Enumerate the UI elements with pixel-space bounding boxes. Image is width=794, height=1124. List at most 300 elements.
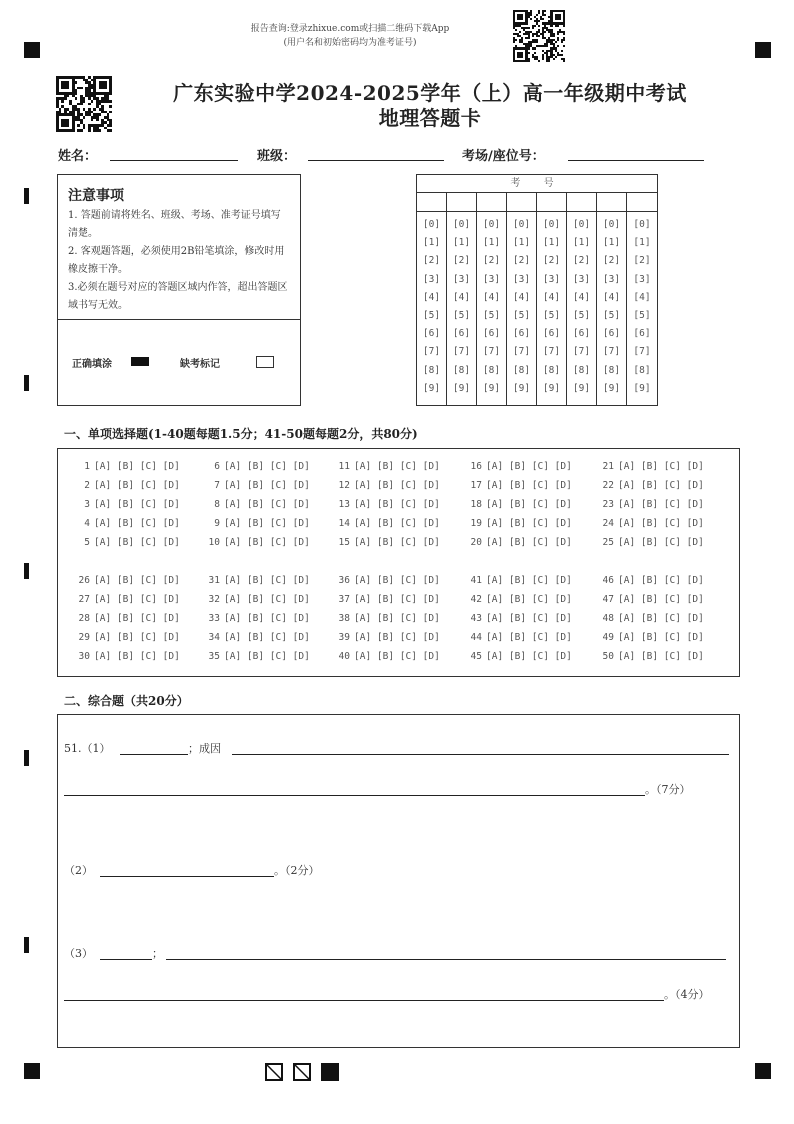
exam-digit-bubble[interactable]: [9] [482,382,501,394]
mc-question-1 [72,461,180,472]
exam-digit-bubble[interactable]: [1] [482,237,501,249]
mc-option-bubbles[interactable]: [A] [B] [C] [D] [486,632,572,643]
mc-question-number: 35 [208,651,220,662]
exam-digit-bubble[interactable]: [1] [572,237,591,249]
exam-digit-bubble[interactable]: [0] [452,219,471,230]
mc-question-number: 25 [602,537,614,548]
mc-option-bubbles[interactable]: [A] [B] [C] [D] [618,480,704,491]
mc-question-number: 39 [338,632,350,643]
mc-question-number: 46 [602,575,614,586]
exam-digit-bubble[interactable]: [2] [572,255,591,267]
mc-option-bubbles[interactable]: [A] [B] [C] [D] [94,594,180,605]
side-mark [24,750,29,766]
mc-question-46 [596,575,704,586]
exam-digit-bubble[interactable]: [4] [482,291,501,303]
corner-mark-top-left [24,42,40,58]
mc-question-2 [72,480,180,491]
exam-digit-bubble[interactable]: [3] [542,273,561,285]
page-code-box-2 [293,1063,311,1081]
exam-digit-bubble[interactable]: [6] [482,328,501,340]
mc-question-number: 49 [602,632,614,643]
exam-digit-bubble[interactable]: [2] [422,255,441,267]
mc-option-bubbles[interactable]: [A] [B] [C] [D] [486,575,572,586]
exam-digit-bubble[interactable]: [8] [572,364,591,376]
mc-question-number: 10 [208,537,220,548]
exam-digit-bubble[interactable]: [3] [482,273,501,285]
mc-option-bubbles[interactable]: [A] [B] [C] [D] [618,461,704,472]
exam-digit-bubble[interactable]: [1] [602,237,621,249]
mc-question-32 [202,594,310,605]
mc-option-bubbles[interactable]: [A] [B] [C] [D] [94,480,180,491]
mc-question-41 [464,575,572,586]
mc-option-bubbles[interactable]: [A] [B] [C] [D] [224,575,310,586]
exam-digit-bubble[interactable]: [8] [633,364,651,376]
mc-question-number: 20 [470,537,482,548]
notes-divider [58,319,300,320]
mc-question-17 [464,480,572,491]
exam-digit-bubble[interactable]: [0] [512,219,531,230]
exam-number-write-cells [416,192,658,212]
mc-option-bubbles[interactable]: [A] [B] [C] [D] [94,613,180,624]
mc-question-number: 9 [214,518,220,529]
exam-digit-bubble[interactable]: [8] [542,364,561,376]
exam-digit-bubble[interactable]: [5] [422,310,441,322]
mc-question-number: 16 [470,461,482,472]
comprehensive-answer-box [57,714,740,1048]
mc-question-number: 24 [602,518,614,529]
exam-digit-bubble[interactable]: [7] [512,346,531,358]
exam-digit-bubble[interactable]: [7] [572,346,591,358]
mc-option-bubbles[interactable]: [A] [B] [C] [D] [94,575,180,586]
page-code-box-1 [265,1063,283,1081]
note-item-2: 2. 客观题答题，必须使用2B铅笔填涂，修改时用橡皮擦干净。 [68,246,285,275]
mc-question-number: 5 [84,537,90,548]
q51-part1-answer[interactable] [120,754,188,755]
mc-option-bubbles[interactable]: [A] [B] [C] [D] [618,632,704,643]
mc-question-number: 50 [602,651,614,662]
q51-cause-label: ；成因 [188,742,221,755]
mc-question-number: 38 [338,613,350,624]
q51-part3-answer-b-line2[interactable] [64,1000,664,1001]
correct-fill-sample [131,357,149,366]
exam-digit-bubble[interactable]: [7] [542,346,561,358]
exam-digit-bubble[interactable]: [9] [572,382,591,394]
exam-digit-bubble[interactable]: [7] [482,346,501,358]
mc-question-number: 21 [602,461,614,472]
mc-question-number: 26 [78,575,90,586]
q51-part1-label: 51.（1） [64,742,111,755]
exam-digit-bubble[interactable]: [8] [602,364,621,376]
mc-option-bubbles[interactable]: [A] [B] [C] [D] [94,537,180,548]
mc-option-bubbles[interactable]: [A] [B] [C] [D] [486,651,572,662]
mc-question-number: 34 [208,632,220,643]
mc-question-20 [464,537,572,548]
exam-digit-bubble[interactable]: [4] [542,291,561,303]
exam-digit-bubble[interactable]: [0] [633,219,651,230]
mc-question-4 [72,518,180,529]
mc-question-49 [596,632,704,643]
mc-question-number: 23 [602,499,614,510]
notes-box [57,174,301,406]
exam-digit-bubble[interactable]: [6] [602,328,621,340]
mc-question-45 [464,651,572,662]
mc-option-bubbles[interactable]: [A] [B] [C] [D] [224,499,310,510]
corner-mark-bottom-right [755,1063,771,1079]
side-mark [24,188,29,204]
mc-question-36 [332,575,440,586]
exam-digit-cell[interactable] [417,193,447,211]
exam-digit-bubble[interactable]: [5] [602,310,621,322]
mc-option-bubbles[interactable]: [A] [B] [C] [D] [354,651,440,662]
exam-digit-bubble[interactable]: [6] [572,328,591,340]
exam-digit-bubble[interactable]: [5] [542,310,561,322]
mc-question-number: 36 [338,575,350,586]
exam-digit-column [627,212,657,405]
mc-question-number: 7 [214,480,220,491]
exam-digit-bubble[interactable]: [4] [602,291,621,303]
mc-question-35 [202,651,310,662]
mc-option-bubbles[interactable]: [A] [B] [C] [D] [224,594,310,605]
report-query-line1: 报告查询:登录zhixue.com或扫描二维码下载App [250,24,450,34]
mc-option-bubbles[interactable]: [A] [B] [C] [D] [354,537,440,548]
mc-question-10 [202,537,310,548]
exam-digit-bubble[interactable]: [1] [512,237,531,249]
room-seat-label: 考场/座位号： [462,149,545,164]
exam-digit-bubble[interactable]: [9] [422,382,441,394]
mc-question-number: 33 [208,613,220,624]
mc-option-bubbles[interactable]: [A] [B] [C] [D] [354,480,440,491]
mc-question-33 [202,613,310,624]
mc-question-number: 19 [470,518,482,529]
exam-number-bubbles [416,212,658,406]
absent-mark-label: 缺考标记 [180,359,220,370]
mc-question-number: 28 [78,613,90,624]
mc-question-42 [464,594,572,605]
side-mark [24,375,29,391]
room-seat-field[interactable] [568,160,704,161]
mc-question-29 [72,632,180,643]
mc-question-48 [596,613,704,624]
mc-question-39 [332,632,440,643]
exam-digit-bubble[interactable]: [8] [482,364,501,376]
corner-mark-bottom-left [24,1063,40,1079]
exam-digit-bubble[interactable]: [1] [633,237,651,249]
exam-digit-bubble[interactable]: [2] [542,255,561,267]
mc-option-bubbles[interactable]: [A] [B] [C] [D] [486,594,572,605]
subject-title: 地理答题卡 [378,106,482,130]
q51-part2-label: （2） [64,864,93,877]
mc-option-bubbles[interactable]: [A] [B] [C] [D] [354,518,440,529]
mc-question-43 [464,613,572,624]
absent-mark-box[interactable] [256,356,274,368]
name-field[interactable] [110,160,238,161]
mc-question-21 [596,461,704,472]
exam-digit-cell[interactable] [567,193,597,211]
exam-digit-bubble[interactable]: [5] [633,310,651,322]
mc-question-number: 1 [84,461,90,472]
class-label: 班级： [257,149,297,164]
name-label: 姓名： [58,149,98,164]
exam-digit-bubble[interactable]: [6] [512,328,531,340]
exam-digit-bubble[interactable]: [2] [452,255,471,267]
report-query-line2: (用户名和初始密码均为准考证号) [283,38,417,48]
mc-question-number: 31 [208,575,220,586]
mc-question-3 [72,499,180,510]
mc-option-bubbles[interactable]: [A] [B] [C] [D] [354,461,440,472]
exam-digit-bubble[interactable]: [0] [602,219,621,230]
exam-number-header: 考 号 [416,174,658,192]
mc-option-bubbles[interactable]: [A] [B] [C] [D] [354,632,440,643]
correct-fill-label: 正确填涂 [72,359,112,370]
exam-digit-bubble[interactable]: [7] [633,346,651,358]
mc-question-number: 13 [338,499,350,510]
mc-option-bubbles[interactable]: [A] [B] [C] [D] [354,594,440,605]
notes-title: 注意事项 [68,188,124,204]
exam-digit-column [417,212,447,405]
exam-digit-bubble[interactable]: [4] [512,291,531,303]
exam-digit-cell[interactable] [627,193,657,211]
corner-mark-top-right [755,42,771,58]
mc-option-bubbles[interactable]: [A] [B] [C] [D] [486,518,572,529]
exam-digit-bubble[interactable]: [1] [422,237,441,249]
exam-digit-cell[interactable] [597,193,627,211]
mc-option-bubbles[interactable]: [A] [B] [C] [D] [618,575,704,586]
mc-question-47 [596,594,704,605]
exam-digit-column [447,212,477,405]
exam-digit-bubble[interactable]: [6] [452,328,471,340]
mc-question-number: 30 [78,651,90,662]
mc-option-bubbles[interactable]: [A] [B] [C] [D] [354,499,440,510]
mc-question-number: 2 [84,480,90,491]
exam-digit-cell[interactable] [477,193,507,211]
mc-option-bubbles[interactable]: [A] [B] [C] [D] [224,613,310,624]
mc-question-38 [332,613,440,624]
mc-option-bubbles[interactable]: [A] [B] [C] [D] [94,518,180,529]
multiple-choice-box [57,448,740,677]
exam-digit-bubble[interactable]: [5] [512,310,531,322]
mc-option-bubbles[interactable]: [A] [B] [C] [D] [618,613,704,624]
mc-question-number: 8 [214,499,220,510]
mc-question-26 [72,575,180,586]
mc-question-31 [202,575,310,586]
qr-code-top [513,10,565,62]
mc-question-18 [464,499,572,510]
mc-question-34 [202,632,310,643]
mc-question-15 [332,537,440,548]
mc-question-40 [332,651,440,662]
q51-part3-label: （3） [64,947,93,960]
q51-cause-answer-line1[interactable] [232,754,729,755]
mc-question-28 [72,613,180,624]
notes-text [68,207,290,315]
mc-question-22 [596,480,704,491]
exam-digit-bubble[interactable]: [5] [452,310,471,322]
mc-option-bubbles[interactable]: [A] [B] [C] [D] [94,632,180,643]
mc-question-9 [202,518,310,529]
q51-part2-score: 。（2分） [274,864,320,877]
mc-question-8 [202,499,310,510]
q51-part1-score: 。（7分） [645,783,691,796]
mc-question-50 [596,651,704,662]
exam-digit-bubble[interactable]: [8] [452,364,471,376]
mc-question-44 [464,632,572,643]
exam-digit-bubble[interactable]: [4] [452,291,471,303]
mc-question-number: 32 [208,594,220,605]
exam-digit-bubble[interactable]: [7] [602,346,621,358]
mc-question-number: 44 [470,632,482,643]
mc-question-37 [332,594,440,605]
exam-digit-bubble[interactable]: [5] [572,310,591,322]
exam-digit-cell[interactable] [447,193,477,211]
exam-digit-bubble[interactable]: [1] [452,237,471,249]
exam-digit-bubble[interactable]: [9] [633,382,651,394]
exam-digit-bubble[interactable]: [7] [452,346,471,358]
mc-option-bubbles[interactable]: [A] [B] [C] [D] [618,537,704,548]
exam-digit-column [507,212,537,405]
exam-digit-bubble[interactable]: [3] [512,273,531,285]
mc-question-23 [596,499,704,510]
mc-question-24 [596,518,704,529]
mc-question-12 [332,480,440,491]
exam-digit-bubble[interactable]: [9] [542,382,561,394]
mc-option-bubbles[interactable]: [A] [B] [C] [D] [94,461,180,472]
exam-digit-bubble[interactable]: [0] [482,219,501,230]
mc-question-number: 47 [602,594,614,605]
exam-digit-bubble[interactable]: [3] [633,273,651,285]
exam-digit-bubble[interactable]: [3] [572,273,591,285]
mc-question-number: 14 [338,518,350,529]
mc-question-number: 48 [602,613,614,624]
q51-part3-score: 。（4分） [664,988,710,1001]
exam-digit-bubble[interactable]: [9] [512,382,531,394]
mc-option-bubbles[interactable]: [A] [B] [C] [D] [354,575,440,586]
qr-code-left [56,76,112,132]
exam-digit-bubble[interactable]: [8] [422,364,441,376]
exam-digit-bubble[interactable]: [6] [633,328,651,340]
exam-digit-bubble[interactable]: [3] [452,273,471,285]
q51-cause-answer-line2[interactable] [64,795,645,796]
exam-digit-bubble[interactable]: [3] [602,273,621,285]
mc-question-19 [464,518,572,529]
mc-option-bubbles[interactable]: [A] [B] [C] [D] [224,480,310,491]
note-item-3: 3.必须在题号对应的答题区域内作答，超出答题区域书写无效。 [68,282,288,311]
report-query-note [200,22,500,50]
mc-question-27 [72,594,180,605]
section1-title: 一、单项选择题(1-40题每题1.5分；41-50题每题2分，共80分) [64,427,418,441]
mc-question-number: 6 [214,461,220,472]
side-mark [24,937,29,953]
q51-part3-answer-a[interactable] [100,959,152,960]
exam-digit-bubble[interactable]: [7] [422,346,441,358]
mc-question-number: 37 [338,594,350,605]
mc-option-bubbles[interactable]: [A] [B] [C] [D] [486,613,572,624]
exam-digit-bubble[interactable]: [3] [422,273,441,285]
class-field[interactable] [308,160,444,161]
mc-question-number: 29 [78,632,90,643]
exam-digit-bubble[interactable]: [6] [542,328,561,340]
mc-question-number: 42 [470,594,482,605]
exam-digit-bubble[interactable]: [0] [572,219,591,230]
mc-question-number: 17 [470,480,482,491]
mc-option-bubbles[interactable]: [A] [B] [C] [D] [486,537,572,548]
exam-digit-bubble[interactable]: [4] [422,291,441,303]
exam-digit-column [567,212,597,405]
mc-option-bubbles[interactable]: [A] [B] [C] [D] [224,461,310,472]
exam-number-grid [416,174,658,406]
mc-option-bubbles[interactable]: [A] [B] [C] [D] [94,499,180,510]
mc-question-25 [596,537,704,548]
mc-option-bubbles[interactable]: [A] [B] [C] [D] [94,651,180,662]
exam-digit-bubble[interactable]: [9] [602,382,621,394]
mc-question-number: 4 [84,518,90,529]
exam-digit-cell[interactable] [537,193,567,211]
page-code-box-filled [321,1063,339,1081]
side-mark [24,563,29,579]
mc-question-11 [332,461,440,472]
mc-option-bubbles[interactable]: [A] [B] [C] [D] [618,499,704,510]
q51-part2-answer[interactable] [100,876,274,877]
exam-digit-bubble[interactable]: [8] [512,364,531,376]
exam-digit-bubble[interactable]: [2] [633,255,651,267]
mc-option-bubbles[interactable]: [A] [B] [C] [D] [486,461,572,472]
mc-option-bubbles[interactable]: [A] [B] [C] [D] [618,518,704,529]
mc-option-bubbles[interactable]: [A] [B] [C] [D] [354,613,440,624]
exam-digit-bubble[interactable]: [0] [542,219,561,230]
exam-digit-bubble[interactable]: [2] [512,255,531,267]
section2-title: 二、综合题（共20分） [64,694,189,708]
mc-question-7 [202,480,310,491]
exam-digit-bubble[interactable]: [5] [482,310,501,322]
exam-digit-bubble[interactable]: [2] [482,255,501,267]
exam-digit-bubble[interactable]: [6] [422,328,441,340]
mc-question-number: 43 [470,613,482,624]
mc-option-bubbles[interactable]: [A] [B] [C] [D] [224,518,310,529]
mc-question-number: 18 [470,499,482,510]
mc-question-number: 40 [338,651,350,662]
exam-digit-bubble[interactable]: [1] [542,237,561,249]
exam-digit-bubble[interactable]: [2] [602,255,621,267]
mc-question-number: 27 [78,594,90,605]
exam-digit-bubble[interactable]: [4] [572,291,591,303]
mc-question-number: 22 [602,480,614,491]
note-item-1: 1. 答题前请将姓名、班级、考场、准考证号填写清楚。 [68,210,281,239]
mc-question-16 [464,461,572,472]
mc-question-13 [332,499,440,510]
mc-question-30 [72,651,180,662]
q51-part3-answer-b-line1[interactable] [166,959,726,960]
exam-digit-column [537,212,567,405]
exam-digit-bubble[interactable]: [0] [422,219,441,230]
mc-option-bubbles[interactable]: [A] [B] [C] [D] [224,537,310,548]
mc-option-bubbles[interactable]: [A] [B] [C] [D] [618,651,704,662]
mc-question-number: 12 [338,480,350,491]
exam-digit-bubble[interactable]: [9] [452,382,471,394]
mc-question-6 [202,461,310,472]
mc-question-number: 41 [470,575,482,586]
mc-question-5 [72,537,180,548]
mc-option-bubbles[interactable]: [A] [B] [C] [D] [224,651,310,662]
mc-question-14 [332,518,440,529]
q51-part3-separator: ； [152,947,163,960]
mc-option-bubbles[interactable]: [A] [B] [C] [D] [486,499,572,510]
mc-option-bubbles[interactable]: [A] [B] [C] [D] [224,632,310,643]
mc-option-bubbles[interactable]: [A] [B] [C] [D] [618,594,704,605]
exam-title: 广东实验中学2024-2025学年（上）高一年级期中考试 [173,81,687,105]
exam-digit-cell[interactable] [507,193,537,211]
exam-digit-bubble[interactable]: [4] [633,291,651,303]
mc-question-number: 3 [84,499,90,510]
mc-option-bubbles[interactable]: [A] [B] [C] [D] [486,480,572,491]
